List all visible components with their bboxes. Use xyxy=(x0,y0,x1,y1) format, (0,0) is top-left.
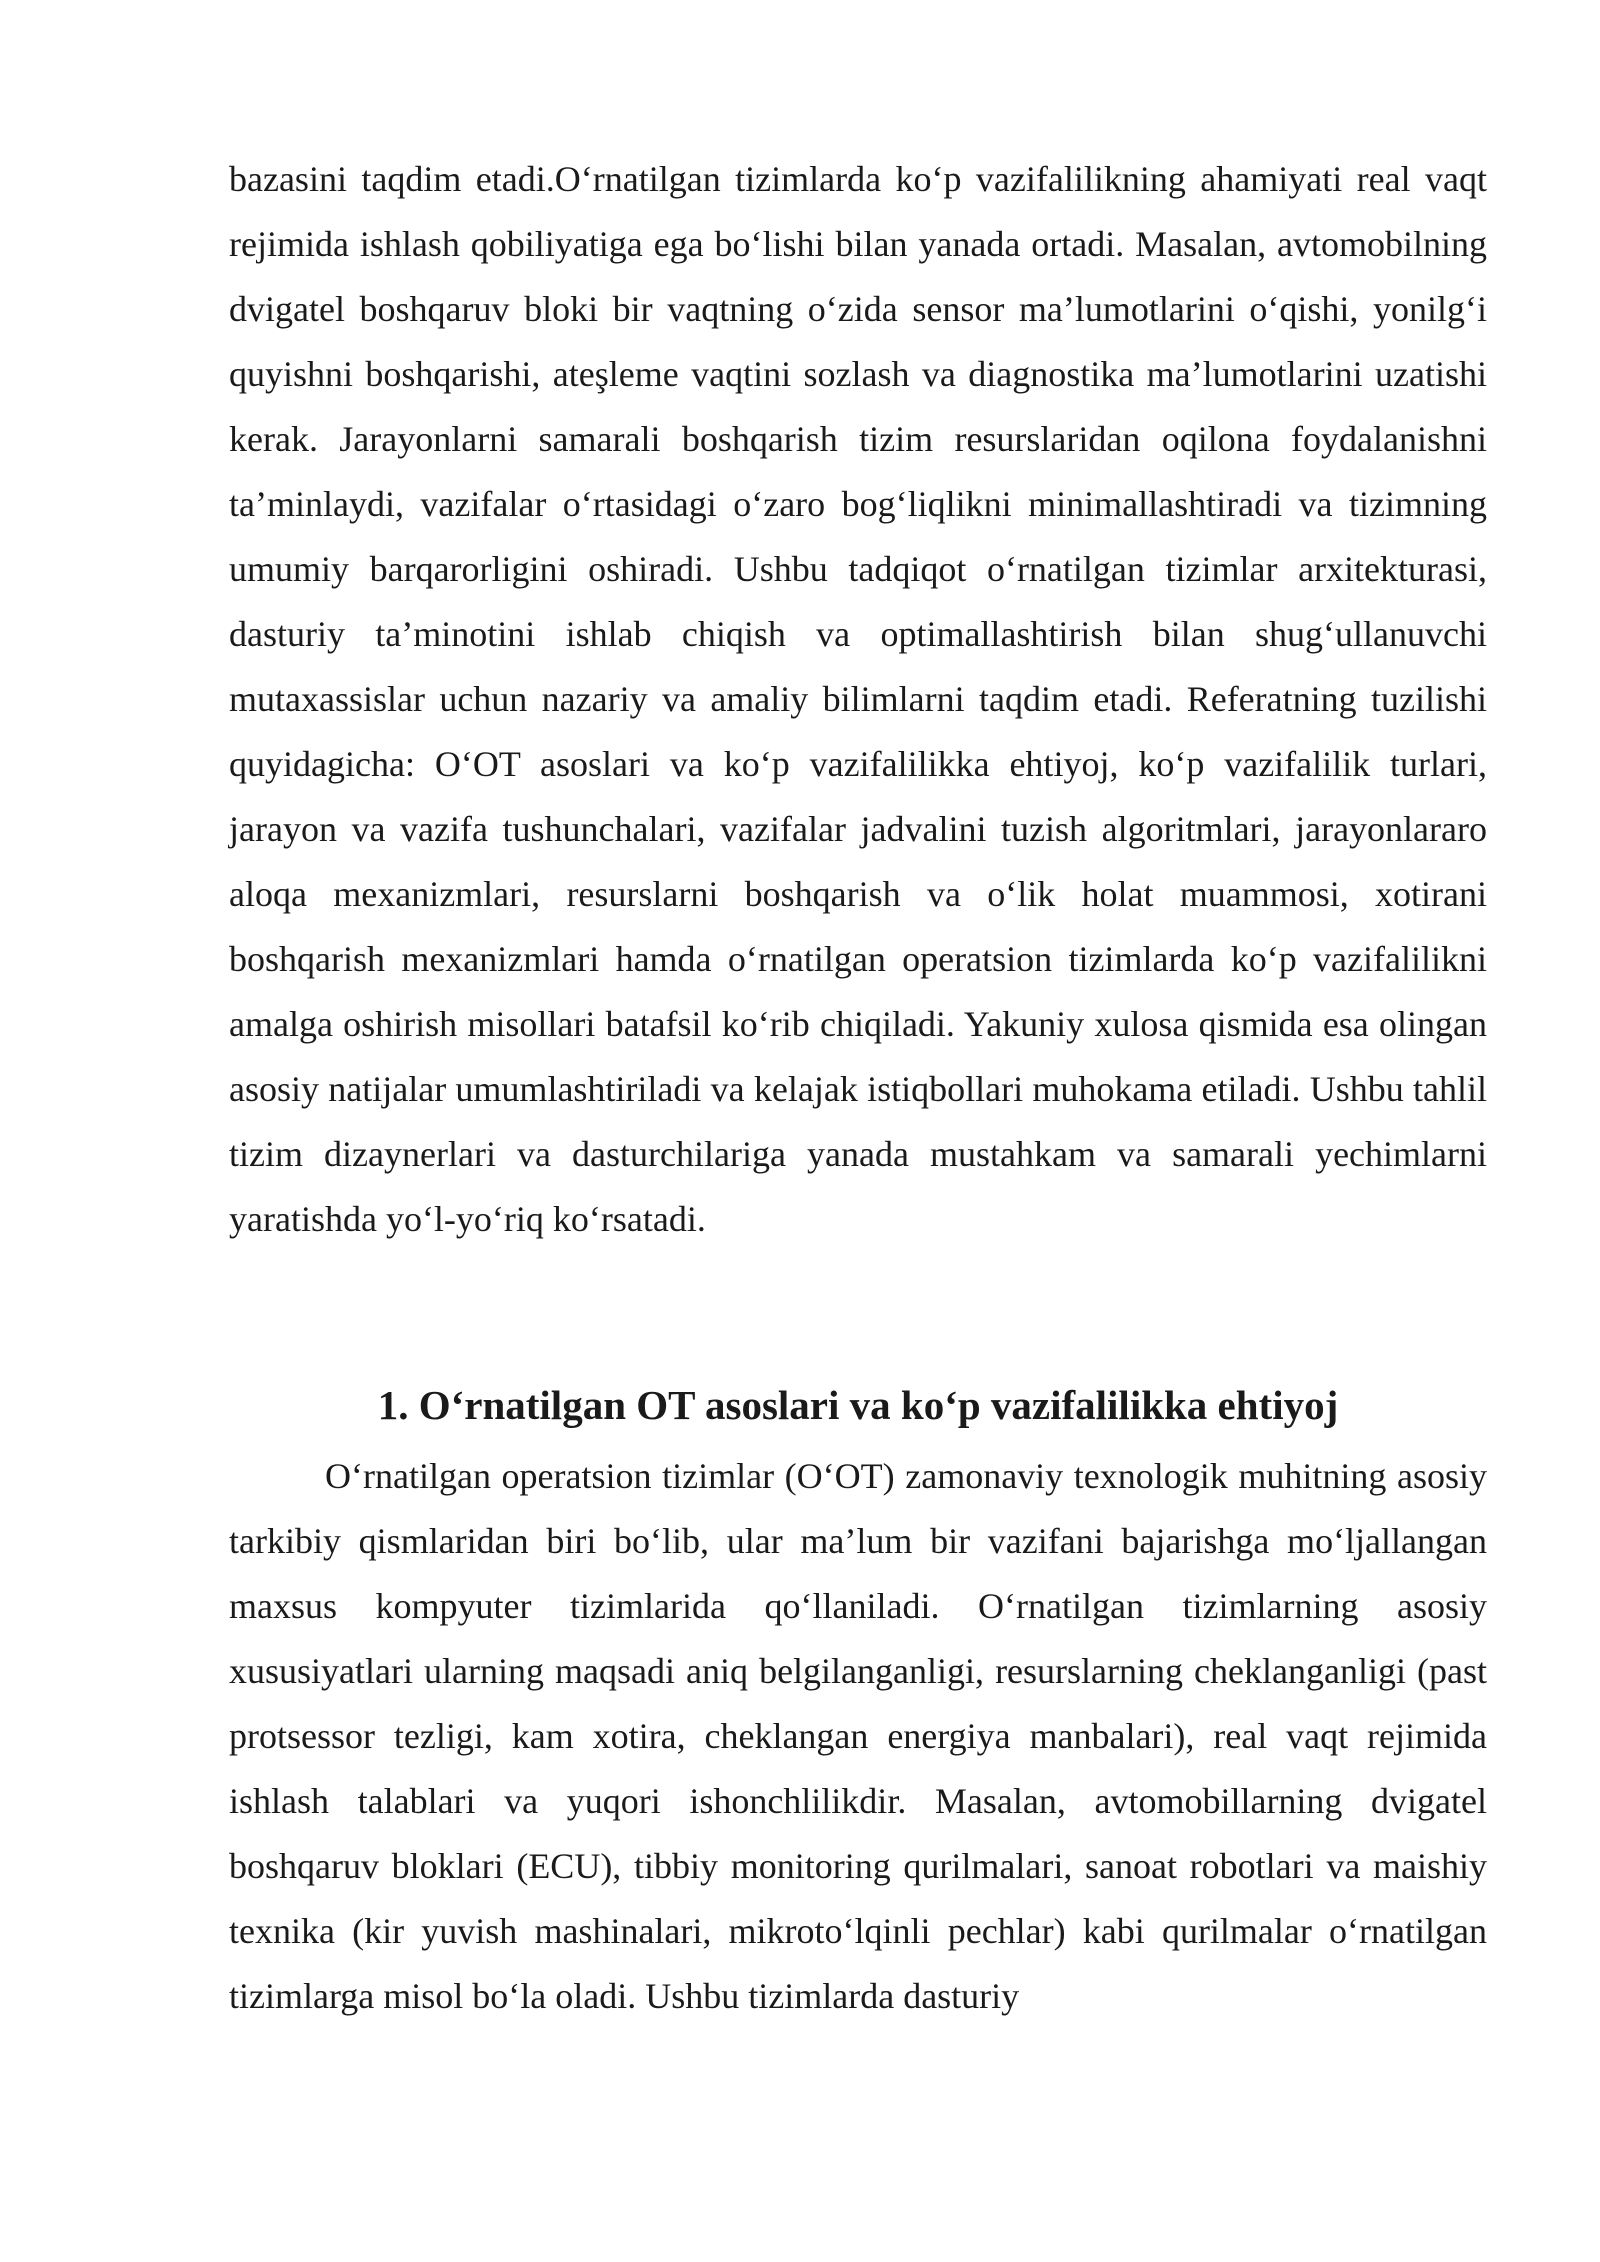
section-heading: 1. O‘rnatilgan OT asoslari va ko‘p vazifalilikka ehtiyoj xyxy=(377,1382,1339,1428)
page-content xyxy=(229,147,1487,2029)
body-paragraph-section-1: O‘rnatilgan operatsion tizimlar (O‘OT) zamonaviy texnologik muhitning asosiy tarkibiy qismlaridan biri bo‘lib, ular ma’lum bir vazifani bajarishga mo‘ljallangan maxsus kompyuter tizimlarida qo‘llaniladi. O‘rnatilgan tizimlarning asosiy xususiyatlari ularning maqsadi aniq belgilanganligi, resurslarning cheklanganligi (past protsessor tezligi, kam xotira, cheklangan energiya manbalari), real vaqt rejimida ishlash talablari va yuqori ishonchlilikdir. Masalan, avtomobillarning dvigatel boshqaruv bloklari (ECU), tibbiy monitoring qurilmalari, sanoat robotlari va maishiy texnika (kir yuvish mashinalari, mikroto‘lqinli pechlar) kabi qurilmalar o‘rnatilgan tizimlarga misol bo‘la oladi. Ushbu tizimlarda dasturiy xyxy=(229,1456,1487,2016)
body-paragraph-intro-continuation: bazasini taqdim etadi.O‘rnatilgan tizimlarda ko‘p vazifalilikning ahamiyati real vaqt rejimida ishlash qobiliyatiga ega bo‘lishi bilan yanada ortadi. Masalan, avtomobilning dvigatel boshqaruv bloki bir vaqtning o‘zida sensor ma’lumotlarini o‘qishi, yonilg‘i quyishni boshqarishi, ateşleme vaqtini sozlash va diagnostika ma’lumotlarini uzatishi kerak. Jarayonlarni samarali boshqarish tizim resurslaridan oqilona foydalanishni ta’minlaydi, vazifalar o‘rtasidagi o‘zaro bog‘liqlikni minimallashtiradi va tizimning umumiy barqarorligini oshiradi. Ushbu tadqiqot o‘rnatilgan tizimlar arxitekturasi, dasturiy ta’minotini ishlab chiqish va optimallashtirish bilan shug‘ullanuvchi mutaxassislar uchun nazariy va amaliy bilimlarni taqdim etadi. Referatning tuzilishi quyidagicha: O‘OT asoslari va ko‘p vazifalilikka ehtiyoj, ko‘p vazifalilik turlari, jarayon va vazifa tushunchalari, vazifalar jadvalini tuzish algoritmlari, jarayonlararo aloqa mexanizmlari, resurslarni boshqarish va o‘lik holat muammosi, xotirani boshqarish mexanizmlari hamda o‘rnatilgan operatsion tizimlarda ko‘p vazifalilikni amalga oshirish misollari batafsil ko‘rib chiqiladi. Yakuniy xulosa qismida esa olingan asosiy natijalar umumlashtiriladi va kelajak istiqbollari muhokama etiladi. Ushbu tahlil tizim dizaynerlari va dasturchilariga yanada mustahkam va samarali yechimlarni yaratishda yo‘l-yo‘riq ko‘rsatadi. xyxy=(229,159,1487,1239)
